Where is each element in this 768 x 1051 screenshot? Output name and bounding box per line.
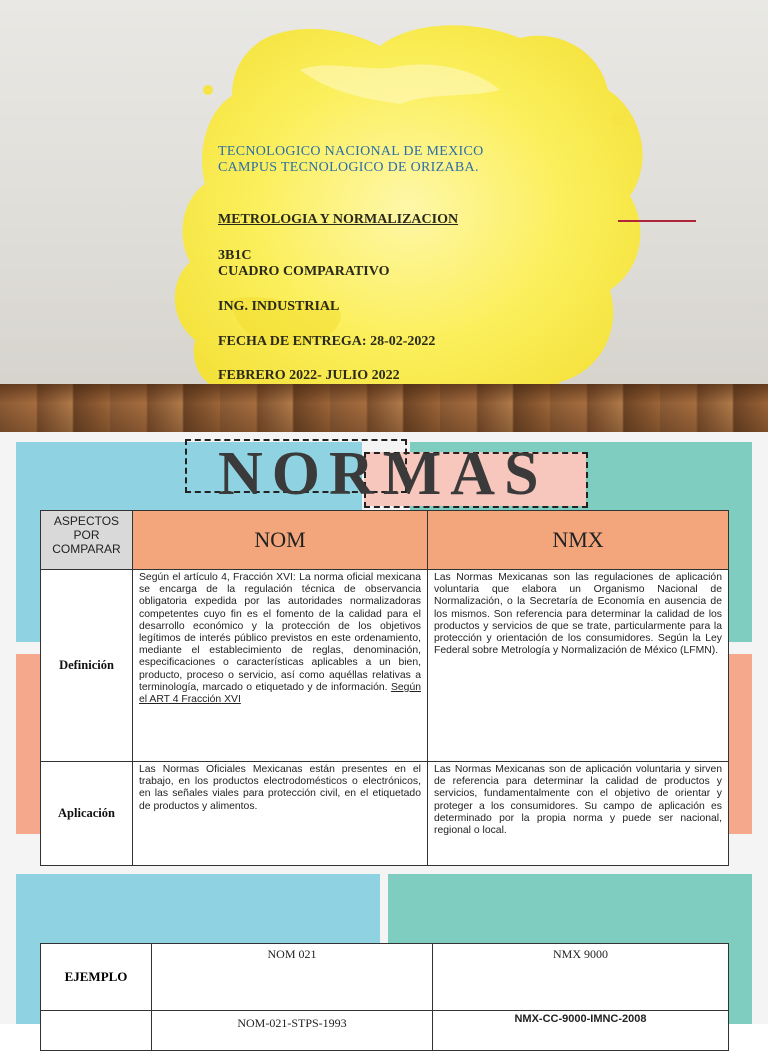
period: FEBRERO 2022- JULIO 2022 [218, 368, 400, 383]
example-label: EJEMPLO [41, 944, 152, 1011]
wood-floor [0, 384, 768, 432]
institution-line2: CAMPUS TECNOLOGICO DE ORIZABA. [218, 160, 479, 175]
empty-cell [41, 1011, 152, 1051]
nmx-definition: Las Normas Mexicanas son las regulaciones de aplicación voluntaria que elabora un Organismo Nacional de Normalización, o la Secretaría de Economía en ausencia de los mismos. Son referencia para determinar la calidad de los productos y servicios de que se trate, particularmente para la protección y orientación de los consumidores. Según la Ley Federal sobre Metrología y Normalización de México (LFMN). [428, 570, 729, 762]
nom-definition-text: Según el artículo 4, Fracción XVI: La norma oficial mexicana se encarga de la regulación técnica de observancia obligatoria expedida por las autoridades normalizadoras competentes cuyo fin es el fomento de la calidad para el desarrollo económico y la protección de los objetivos legítimos de interés público previstos en este ordenamiento, mediante el establecimiento de reglas, denominación, especificaciones o características aplicables a un bien, producto, proceso o servicio, así como aquéllas relativas a terminología, marcado o etiquetado y de información. [139, 572, 421, 693]
nom-application: Las Normas Oficiales Mexicanas están presentes en el trabajo, en los productos electrodomésticos o electrónicos, en las señales viales para protección civil, en el etiquetado de productos y alimentos. [133, 762, 428, 866]
table-row [41, 762, 729, 866]
nom-definition [133, 570, 428, 762]
header-nmx: NMX [428, 511, 729, 570]
due-date: FECHA DE ENTREGA: 28-02-2022 [218, 334, 436, 349]
comparison-table [40, 510, 729, 866]
nmx-code-cell [433, 1011, 729, 1051]
nmx-example: NMX 9000 [433, 944, 729, 1011]
examples-table [40, 943, 729, 1051]
nom-code: NOM-021-STPS-1993 [152, 1011, 433, 1051]
nmx-application: Las Normas Mexicanas son de aplicación voluntaria y sirven de referencia para determinar la calidad de productos y servicios, fundamentalmente con el objetivo de orientar y proteger a los consumidores. Su campo de aplicación es determinado por la propia norma y puede ser nacional, regional o local. [428, 762, 729, 866]
section-title: NORMAS [218, 440, 548, 508]
accent-line [618, 220, 696, 222]
career: ING. INDUSTRIAL [218, 299, 340, 314]
nmx-code: NMX-CC-9000-IMNC-2008 [514, 1013, 647, 1025]
table-row [41, 570, 729, 762]
row-label-definicion: Definición [41, 570, 133, 762]
table-row [41, 1011, 729, 1051]
table-row [41, 944, 729, 1011]
header-aspects: ASPECTOS POR COMPARAR [41, 511, 133, 570]
header-nom: NOM [133, 511, 428, 570]
nom-example: NOM 021 [152, 944, 433, 1011]
institution-line1: TECNOLOGICO NACIONAL DE MEXICO [218, 144, 484, 159]
table-header-row [41, 511, 729, 570]
row-label-aplicacion: Aplicación [41, 762, 133, 866]
cover-slide [0, 0, 768, 432]
nom-reference-link[interactable]: Según el ART 4 Fracción XVI [139, 681, 421, 706]
document-type: CUADRO COMPARATIVO [218, 264, 390, 279]
subject-title: METROLOGIA Y NORMALIZACION [218, 212, 459, 227]
group-code: 3B1C [218, 248, 252, 263]
